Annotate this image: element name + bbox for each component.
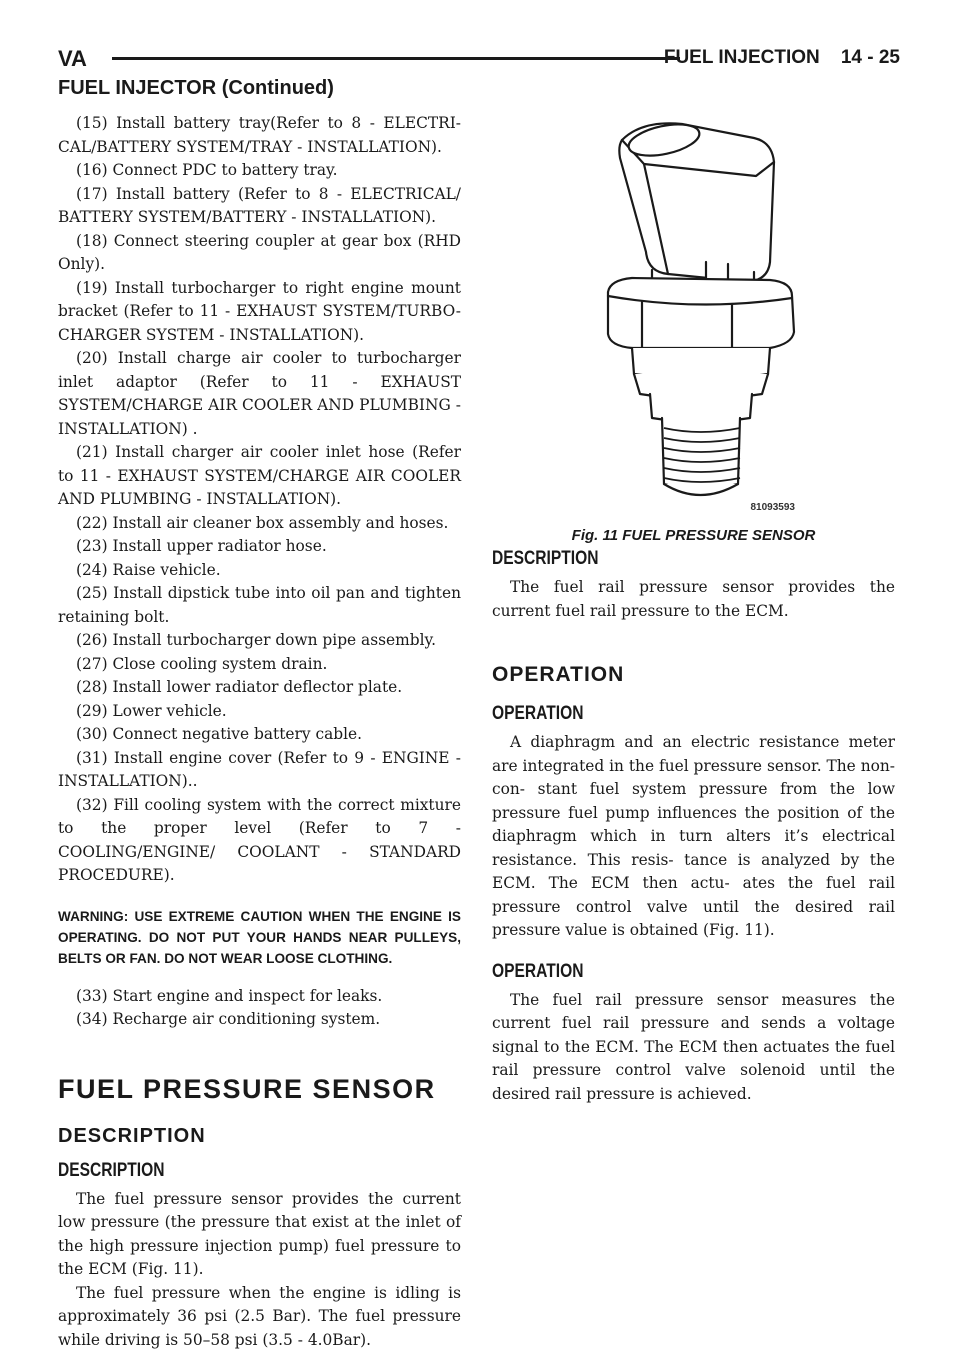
description-heading: DESCRIPTION [58,1125,461,1148]
description-subheading: DESCRIPTION [58,1160,388,1182]
step-34: (34) Recharge air conditioning system. [58,1008,461,1032]
header-left-code: VA [58,46,87,72]
step-29: (29) Lower vehicle. [58,700,461,724]
step-19: (19) Install turbocharger to right engine mount bracket (Refer to 11 - EXHAUST SYSTEM/TURBO- CHARGER SYSTEM - INSTALLATION). [58,277,461,348]
step-31: (31) Install engine cover (Refer to 9 - ENGINE - INSTALLATION).. [58,747,461,794]
description-paragraph-1: The fuel pressure sensor provides the current low pressure (the pressure that exist at the inlet of the high pressure injection pump) fuel pressure to the ECM (Fig. 11). [58,1188,461,1282]
header-rule [112,57,680,60]
step-15: (15) Install battery tray(Refer to 8 - ELECTRI- CAL/BATTERY SYSTEM/TRAY - INSTALLATION). [58,112,461,159]
header-section-page: FUEL INJECTION 14 - 25 [664,47,900,69]
operation-text-1: A diaphragm and an electric resistance meter are integrated in the fuel pressure sensor. The non-con- stant fuel system pressure from the low pressure fuel pump influences the position of the diaphragm which in turn alters it’s electrical resistance. This resis- tance is analyzed by the ECM. The ECM then actu- ates the fuel rail pressure control valve until the desired rail pressure value is obtained (Fig. 11). [492,731,895,943]
right-column [492,548,895,1106]
continued-heading: FUEL INJECTOR (Continued) [58,77,334,100]
warning-note: WARNING: USE EXTREME CAUTION WHEN THE ENGINE IS OPERATING. DO NOT PUT YOUR HANDS NEAR PULLEYS, BELTS OR FAN. DO NOT WEAR LOOSE CLOTHING. [58,906,461,969]
figure-caption: Fig. 11 FUEL PRESSURE SENSOR [492,527,895,544]
rail-description-text: The fuel rail pressure sensor provides the current fuel rail pressure to the ECM. [492,576,895,623]
rail-description-subheading: DESCRIPTION [492,548,822,570]
section-title: FUEL PRESSURE SENSOR [58,1074,461,1105]
figure-id: 81093593 [751,502,796,513]
step-18: (18) Connect steering coupler at gear box (RHD Only). [58,230,461,277]
step-25: (25) Install dipstick tube into oil pan and tighten retaining bolt. [58,582,461,629]
operation-heading: OPERATION [492,663,895,687]
description-paragraph-2: The fuel pressure when the engine is idling is approximately 36 psi (2.5 Bar). The fuel pressure while driving is 50–58 psi (3.5 - 4.0Bar). [58,1282,461,1352]
figure-fuel-pressure-sensor [492,112,895,544]
step-28: (28) Install lower radiator deflector plate. [58,676,461,700]
step-17: (17) Install battery (Refer to 8 - ELECTRICAL/ BATTERY SYSTEM/BATTERY - INSTALLATION). [58,183,461,230]
step-30: (30) Connect negative battery cable. [58,723,461,747]
step-27: (27) Close cooling system drain. [58,653,461,677]
step-26: (26) Install turbocharger down pipe assembly. [58,629,461,653]
step-21: (21) Install charger air cooler inlet hose (Refer to 11 - EXHAUST SYSTEM/CHARGE AIR COOLER AND PLUMBING - INSTALLATION). [58,441,461,512]
operation-subheading-2: OPERATION [492,961,822,983]
operation-text-2: The fuel rail pressure sensor measures the current fuel rail pressure and sends a voltage signal to the ECM. The ECM then actuates the fuel rail pressure control valve solenoid until the desired rail pressure is achieved. [492,989,895,1107]
step-16: (16) Connect PDC to battery tray. [58,159,461,183]
step-23: (23) Install upper radiator hose. [58,535,461,559]
operation-subheading-1: OPERATION [492,703,822,725]
step-24: (24) Raise vehicle. [58,559,461,583]
left-column [58,112,461,1352]
step-33: (33) Start engine and inspect for leaks. [58,985,461,1009]
step-32: (32) Fill cooling system with the correct mixture to the proper level (Refer to 7 - COOLING/ENGINE/ COOLANT - STANDARD PROCEDURE). [58,794,461,888]
step-22: (22) Install air cleaner box assembly and hoses. [58,512,461,536]
fuel-pressure-sensor-illustration [492,112,895,512]
step-20: (20) Install charge air cooler to turbocharger inlet adaptor (Refer to 11 - EXHAUST SYSTEM/CHARGE AIR COOLER AND PLUMBING - INSTALLATION) . [58,347,461,441]
